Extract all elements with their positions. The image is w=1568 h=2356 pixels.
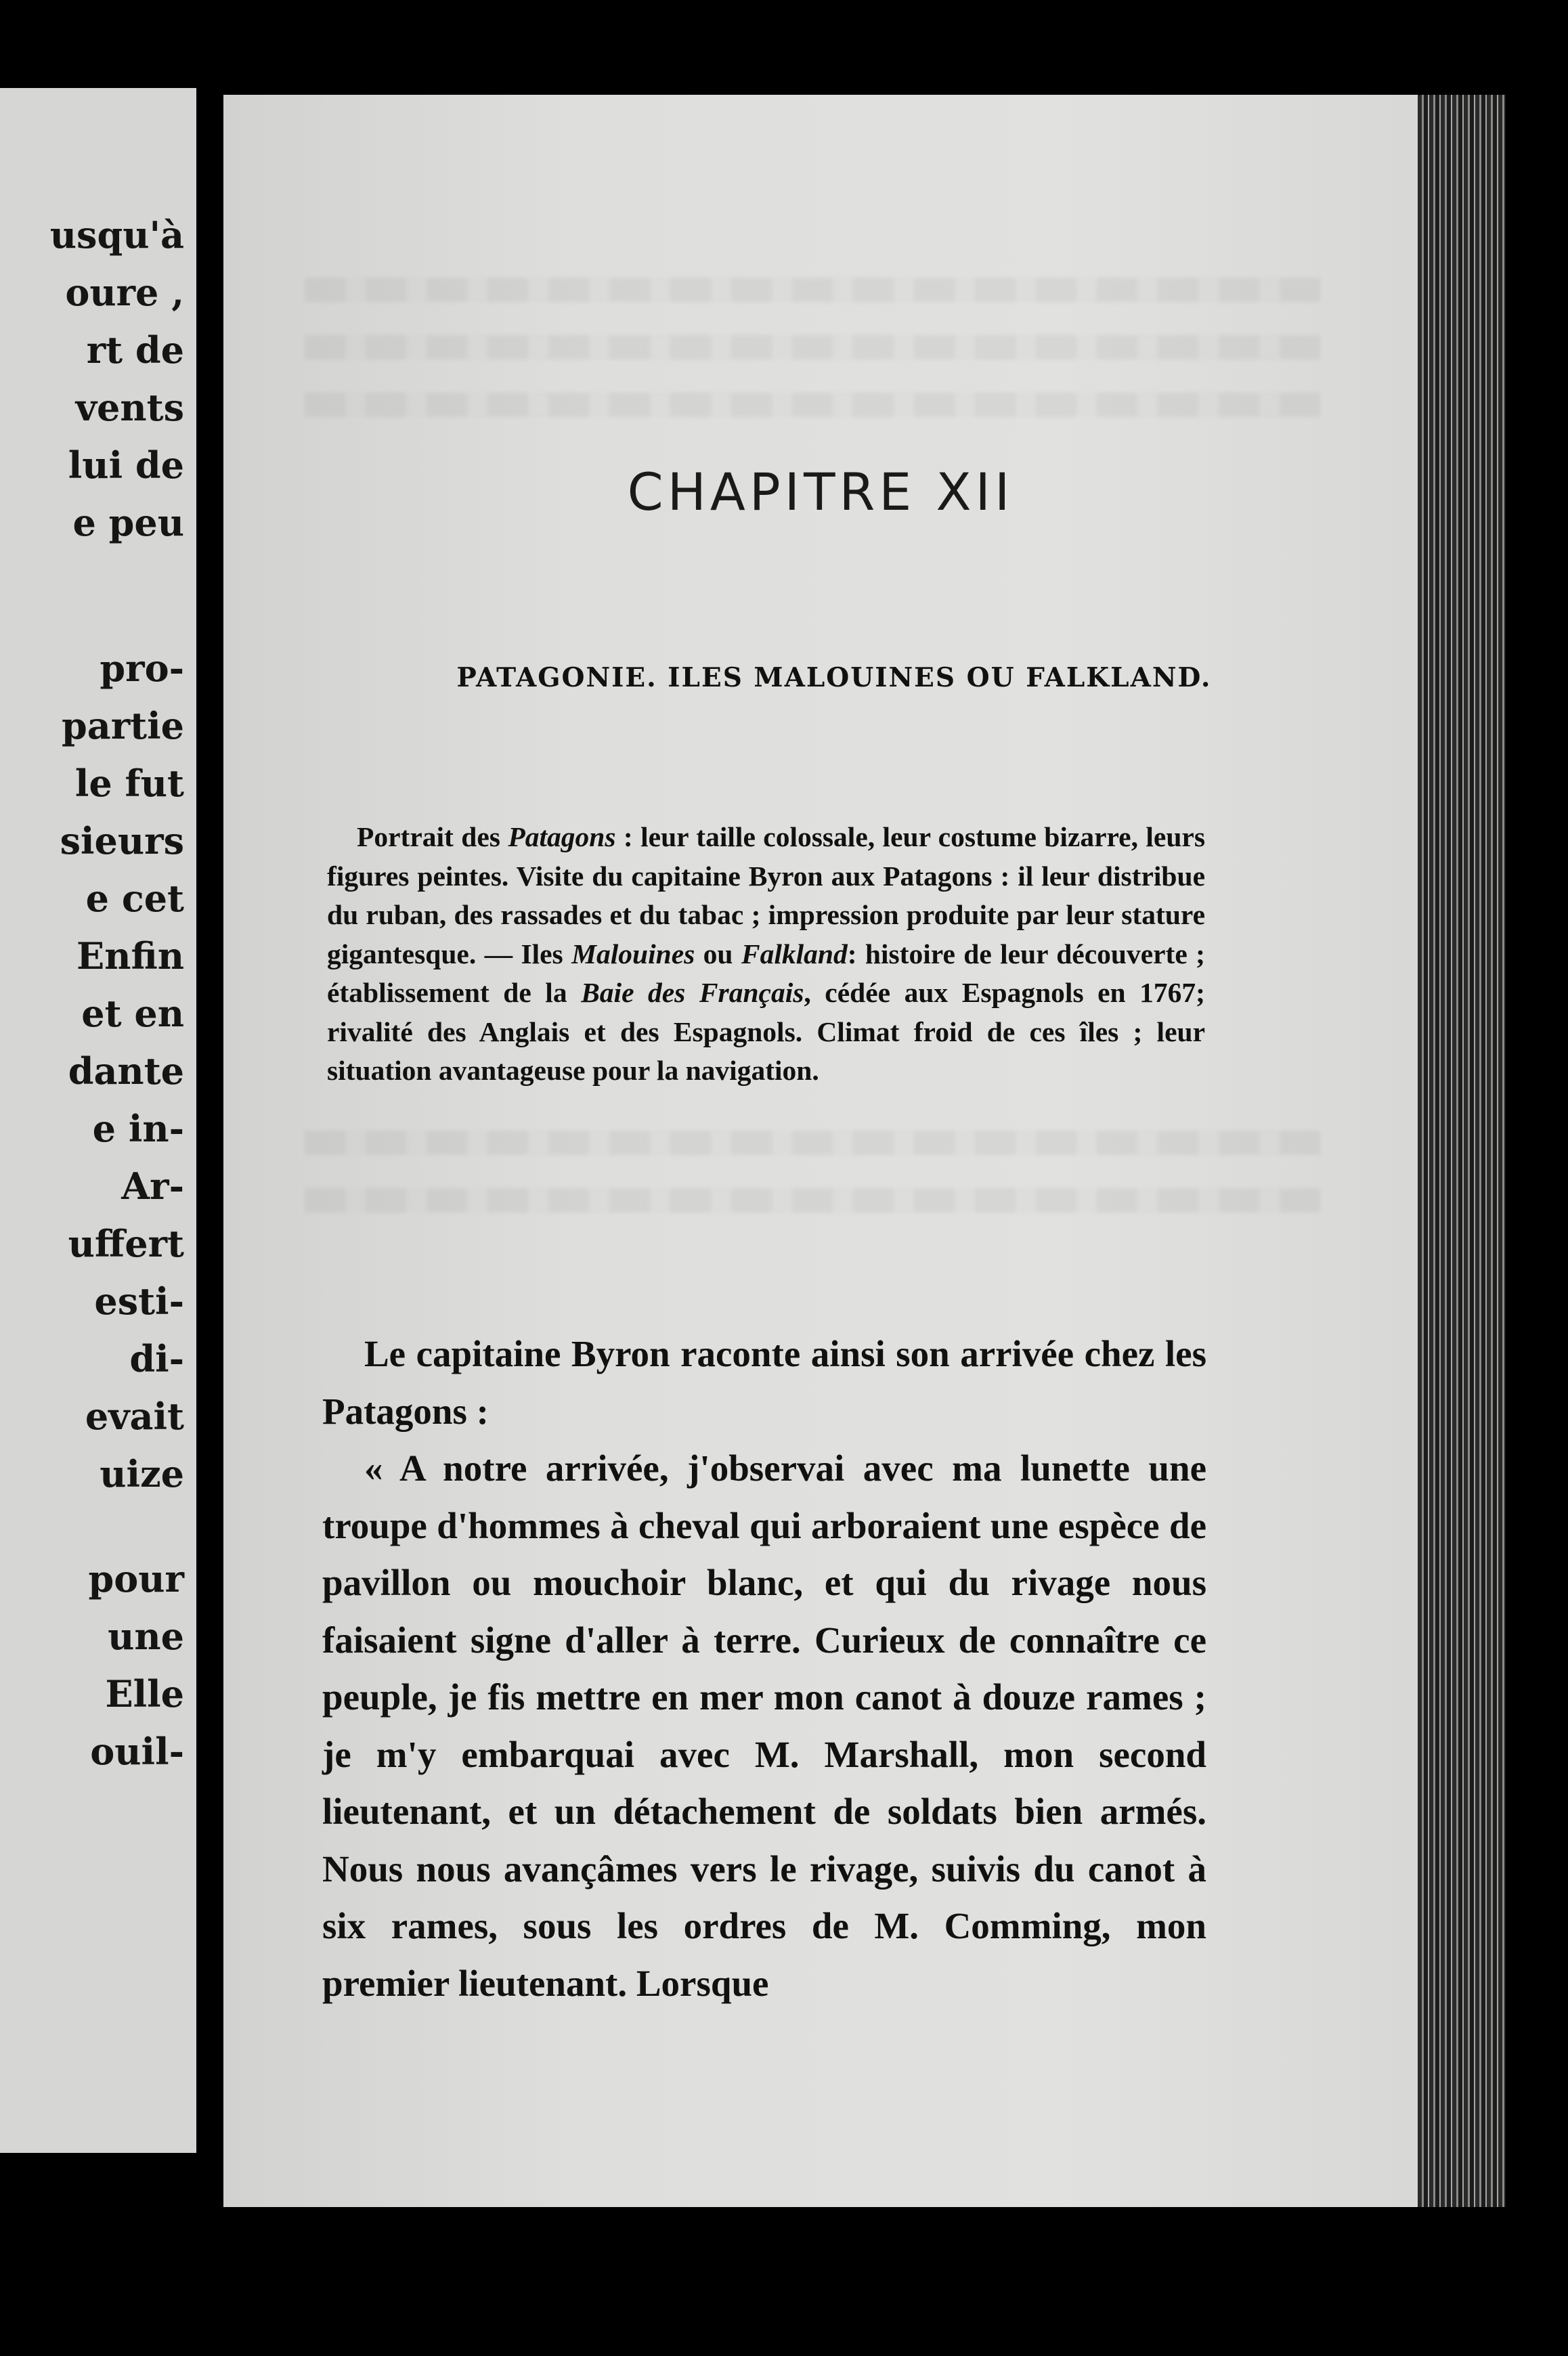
adjacent-page-line: ouil- bbox=[90, 1730, 184, 1773]
adjacent-page-line: une bbox=[108, 1615, 184, 1658]
adjacent-page-line: e peu bbox=[72, 501, 184, 544]
summary-italic: Baie des Français bbox=[581, 977, 804, 1008]
paragraph: Le capitaine Byron raconte ainsi son arrivée chez les Patagons : bbox=[322, 1333, 1206, 1432]
show-through bbox=[305, 393, 1320, 417]
summary-italic: Patagons bbox=[508, 821, 616, 852]
adjacent-page-line: dante bbox=[68, 1049, 184, 1093]
show-through bbox=[305, 1131, 1320, 1155]
adjacent-page-line: le fut bbox=[74, 762, 184, 805]
summary-text: ou bbox=[695, 938, 741, 969]
chapter-summary bbox=[327, 818, 1205, 1091]
page-edges bbox=[1418, 95, 1506, 2207]
summary-text: Portrait des bbox=[357, 821, 508, 852]
adjacent-page-line: pro- bbox=[100, 647, 184, 690]
body-text bbox=[322, 1326, 1206, 2012]
adjacent-page-line: Enfin bbox=[77, 934, 184, 978]
adjacent-page-line: usqu'à bbox=[49, 213, 184, 257]
adjacent-page-line: rt de bbox=[86, 328, 184, 372]
show-through bbox=[305, 335, 1320, 359]
adjacent-page-line: pour bbox=[88, 1557, 184, 1600]
adjacent-page-line: vents bbox=[75, 386, 184, 429]
adjacent-page-line: sieurs bbox=[60, 819, 184, 863]
summary-italic: Malouines bbox=[571, 938, 695, 969]
adjacent-page-line: lui de bbox=[68, 443, 184, 487]
show-through bbox=[305, 1188, 1320, 1213]
book-page bbox=[223, 95, 1418, 2207]
adjacent-page-line: oure , bbox=[65, 271, 184, 314]
adjacent-page-line: et en bbox=[81, 992, 184, 1035]
adjacent-page-line: e cet bbox=[85, 877, 184, 920]
chapter-title: CHAPITRE XII bbox=[627, 462, 1014, 522]
adjacent-page-line: di- bbox=[129, 1337, 184, 1380]
adjacent-page-line: Elle bbox=[105, 1672, 184, 1716]
summary-text: : histoire de leur découverte ; établissement de la bbox=[327, 938, 1205, 1008]
summary-text: : leur taille colossale, leur costume bizarre, leurs figures peintes. Visite du capitaine Byron aux Patagons : il leur distribue du ruban, des rassades et du tabac ; impression produite par leur stature gigantesque. — Iles bbox=[327, 821, 1205, 969]
adjacent-page-line: Ar- bbox=[121, 1164, 184, 1208]
adjacent-page-line: evait bbox=[85, 1395, 184, 1438]
summary-text: , cédée aux Espagnols en 1767; rivalité des Anglais et des Espagnols. Climat froid de ces îles ; leur situation avantageuse pour la navigation. bbox=[327, 977, 1205, 1086]
summary-italic: Falkland bbox=[741, 938, 848, 969]
adjacent-page-line: partie bbox=[61, 704, 184, 747]
chapter-subtitle: PATAGONIE. ILES MALOUINES OU FALKLAND. bbox=[456, 662, 1212, 693]
show-through bbox=[305, 278, 1320, 302]
adjacent-page-line: uize bbox=[100, 1452, 184, 1496]
adjacent-page-line: uffert bbox=[68, 1222, 184, 1265]
adjacent-page-fragment bbox=[0, 88, 196, 2153]
adjacent-page-line: e in- bbox=[92, 1107, 184, 1150]
paragraph: « A notre arrivée, j'observai avec ma lunette une troupe d'hommes à cheval qui arboraient une espèce de pavillon ou mouchoir blanc, et qui du rivage nous faisaient signe d'aller à terre. Curieux de connaître ce peuple, je fis mettre en mer mon canot à douze rames ; je m'y embarquai avec M. Marshall, mon second lieutenant, et un détachement de soldats bien armés. Nous nous avançâmes vers le rivage, suivis du canot à six rames, sous les ordres de M. Comming, mon premier lieutenant. Lorsque bbox=[322, 1447, 1206, 2004]
adjacent-page-line: esti- bbox=[94, 1280, 184, 1323]
